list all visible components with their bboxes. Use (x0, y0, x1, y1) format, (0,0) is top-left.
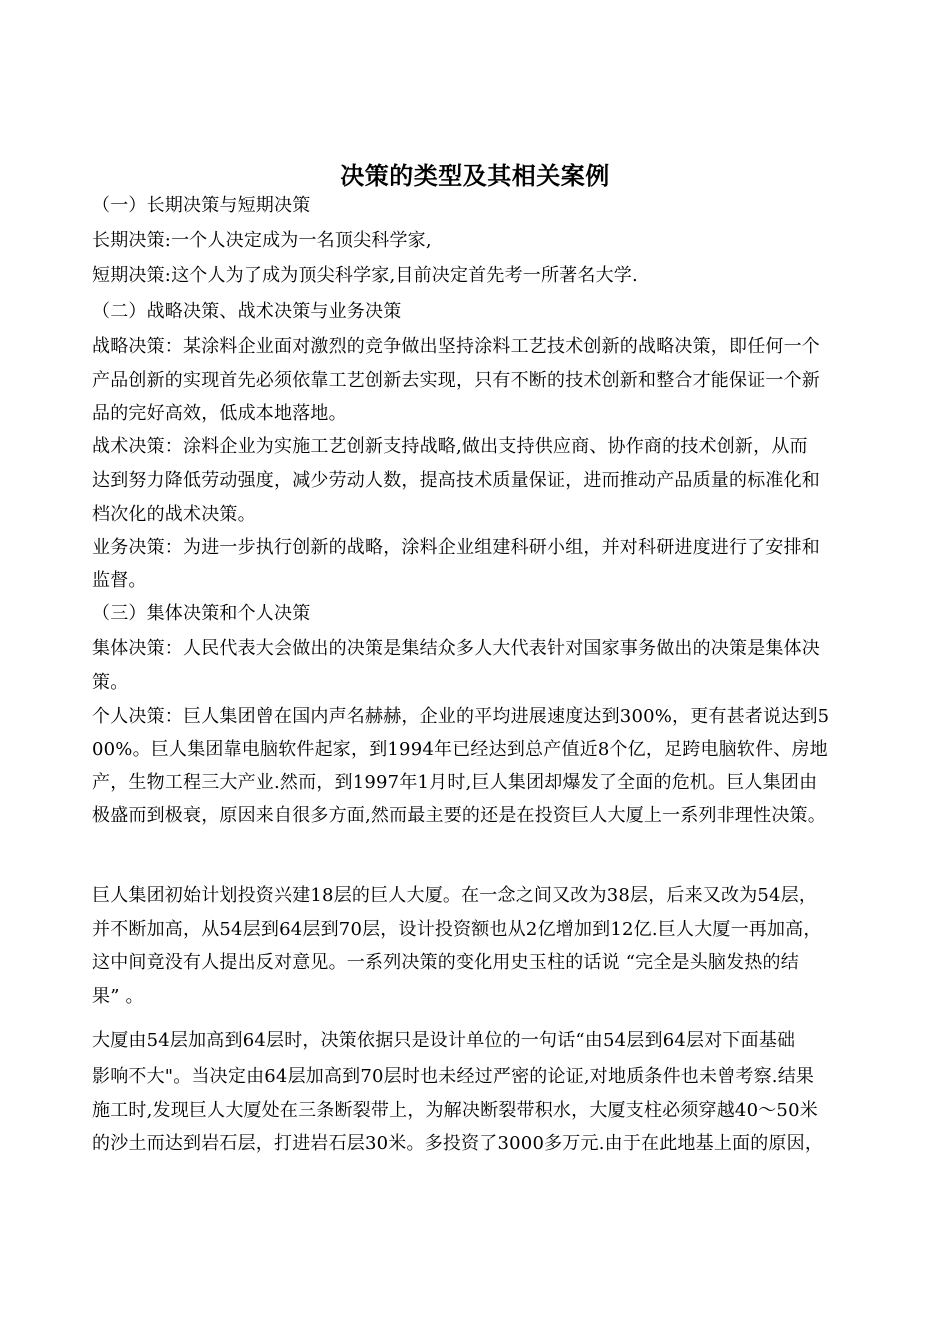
section-heading-1: （一）长期决策与短期决策 (92, 195, 311, 216)
paragraph-line: 集体决策：人民代表大会做出的决策是集结众多人大代表针对国家事务做出的决策是集体决 (92, 638, 820, 659)
paragraph-line: 产品创新的实现首先必须依靠工艺创新去实现，只有不断的技术创新和整合才能保证一个新 (92, 370, 820, 391)
paragraph-line: 果” 。 (92, 986, 144, 1007)
paragraph-line: 策。 (92, 672, 129, 693)
document-title: 决策的类型及其相关案例 (340, 162, 610, 190)
paragraph-line: 大厦由54层加高到64层时，决策依据只是设计单位的一句话“由54层到64层对下面基础 (92, 1030, 796, 1051)
section-heading-3: （三）集体决策和个人决策 (92, 603, 311, 624)
paragraph-line: 这中间竟没有人提出反对意见。一系列决策的变化用史玉柱的话说 “完全是头脑发热的结 (92, 952, 799, 973)
paragraph-line: 长期决策:一个人决定成为一名顶尖科学家, (92, 230, 432, 251)
paragraph-line: 的沙土而达到岩石层，打进岩石层30米。多投资了3000多万元.由于在此地基上面的原因， (92, 1133, 824, 1154)
section-heading-2: （二）战略决策、战术决策与业务决策 (92, 301, 402, 322)
paragraph-line: 监督。 (92, 570, 147, 591)
paragraph-line: 影响不大"。当决定由64层加高到70层时也未经过严密的论证,对地质条件也未曾考察.结果 (92, 1066, 815, 1087)
paragraph-line: 00%。巨人集团靠电脑软件起家，到1994年已经达到总产值近8个亿，足跨电脑软件、房地 (92, 739, 828, 760)
paragraph-line: 施工时,发现巨人大厦处在三条断裂带上，为解决断裂带积水，大厦支柱必须穿越40～50米 (92, 1100, 818, 1121)
paragraph-line: 短期决策:这个人为了成为顶尖科学家,目前决定首先考一所著名大学. (92, 265, 638, 286)
paragraph-line: 极盛而到极衰，原因来自很多方面,然而最主要的还是在投资巨人大厦上一系列非理性决策。 (92, 805, 826, 826)
paragraph-line: 并不断加高，从54层到64层到70层，设计投资额也从2亿增加到12亿.巨人大厦一再加高， (92, 919, 822, 940)
paragraph-line: 个人决策：巨人集团曾在国内声名赫赫，企业的平均进展速度达到300%，更有甚者说达到5 (92, 706, 830, 727)
paragraph-line: 产，生物工程三大产业.然而，到1997年1月时,巨人集团却爆发了全面的危机。巨人集团由 (92, 772, 818, 793)
paragraph-line: 档次化的战术决策。 (92, 504, 256, 525)
paragraph-line: 品的完好高效，低成本地落地。 (92, 403, 347, 424)
paragraph-line: 业务决策：为进一步执行创新的战略，涂料企业组建科研小组，并对科研进度进行了安排和 (92, 537, 820, 558)
paragraph-line: 巨人集团初始计划投资兴建18层的巨人大厦。在一念之间又改为38层，后来又改为54层， (92, 885, 818, 906)
paragraph-line: 达到努力降低劳动强度，减少劳动人数，提高技术质量保证，进而推动产品质量的标准化和 (92, 470, 820, 491)
paragraph-line: 战略决策：某涂料企业面对激烈的竞争做出坚持涂料工艺技术创新的战略决策，即任何一个 (92, 336, 820, 357)
paragraph-line: 战术决策：涂料企业为实施工艺创新支持战略,做出支持供应商、协作商的技术创新，从而 (92, 436, 808, 457)
